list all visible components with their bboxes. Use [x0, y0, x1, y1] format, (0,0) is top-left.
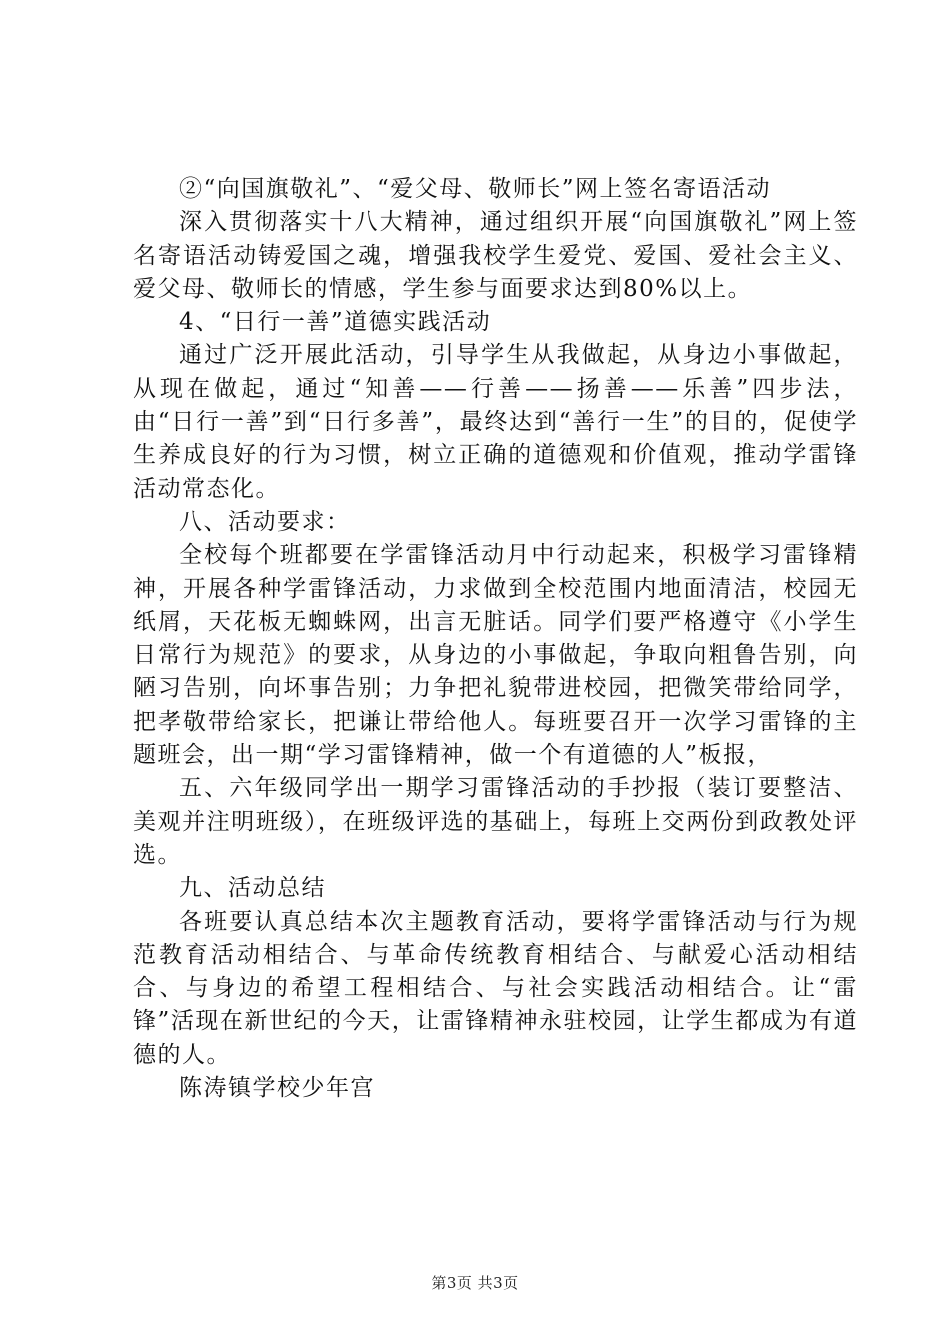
heading-activity-4: 4、“日行一善”道德实践活动 — [179, 309, 492, 336]
page-footer — [0, 1272, 950, 1293]
paragraph-activity-4-body: 通过广泛开展此活动，引导学生从我做起，从身边小事做起，从现在做起，通过“知善——行善——扬善——乐善”四步法，由“日行一善”到“日行多善”，最终达到“善行一生”的目的，促使学生养成良好的行为习惯，树立正确的道德观和价值观，推动学雷锋活动常态化。 — [133, 342, 858, 502]
paragraph-activity-2-title: ②“向国旗敬礼”、“爱父母、敬师长”网上签名寄语活动 — [179, 176, 772, 202]
signature-organization: 陈涛镇学校少年宫 — [179, 1075, 375, 1102]
paragraph-requirements-body: 全校每个班都要在学雷锋活动月中行动起来，积极学习雷锋精神，开展各种学雷锋活动，力求做到全校范围内地面清洁，校园无纸屑，天花板无蜘蛛网，出言无脏话。同学们要严格遵守《小学生日常行为规范》的要求，从身边的小事做起，争取向粗鲁告别，向陋习告别，向坏事告别；力争把礼貌带进校园，把微笑带给同学，把孝敬带给家长，把谦让带给他人。每班要召开一次学习雷锋的主题班会，出一期“学习雷锋精神，做一个有道德的人”板报， — [133, 542, 858, 769]
heading-section-8: 八、活动要求： — [179, 508, 351, 535]
paragraph-summary-body: 各班要认真总结本次主题教育活动，要将学雷锋活动与行为规范教育活动相结合、与革命传统教育相结合、与献爱心活动相结合、与身边的希望工程相结合、与社会实践活动相结合。让“雷锋”活现在新世纪的今天，让雷锋精神永驻校园，让学生都成为有道德的人。 — [133, 908, 858, 1068]
document-body — [133, 173, 858, 1105]
paragraph-grade-5-6: 五、六年级同学出一期学习雷锋活动的手抄报（装订要整洁、美观并注明班级），在班级评选的基础上，每班上交两份到政教处评选。 — [133, 775, 858, 868]
page-number: 第3页 共3页 — [431, 1274, 519, 1292]
heading-section-9: 九、活动总结 — [179, 875, 326, 902]
paragraph-activity-2-body: 深入贯彻落实十八大精神，通过组织开展“向国旗敬礼”网上签名寄语活动铸爱国之魂，增强我校学生爱党、爱国、爱社会主义、爱父母、敬师长的情感，学生参与面要求达到80%以上。 — [133, 209, 858, 302]
